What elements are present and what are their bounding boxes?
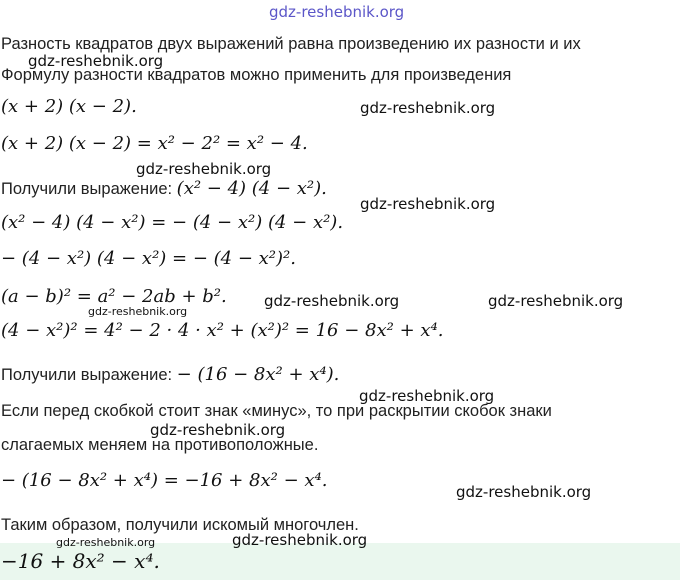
- watermark: gdz-reshebnik.org: [136, 160, 272, 178]
- math-line-2: (x + 2) (x − 2) = x² − 2² = x² − 4.: [1, 133, 308, 154]
- math-line-1: (x + 2) (x − 2).: [1, 96, 137, 117]
- watermark: gdz-reshebnik.org: [88, 305, 188, 318]
- result-math-2: − (16 − 8x² + x⁴).: [176, 364, 340, 385]
- watermark: gdz-reshebnik.org: [264, 292, 400, 310]
- result-label-2: Получили выражение:: [1, 366, 177, 384]
- watermark: gdz-reshebnik.org: [56, 536, 156, 549]
- solution-text-line-3: Если перед скобкой стоит знак «минус», то при раскрытии скобок знаки: [1, 402, 552, 420]
- header-site-link[interactable]: gdz-reshebnik.org: [269, 3, 405, 21]
- result-line-2: [1, 364, 339, 385]
- result-math-1: (x² − 4) (4 − x²).: [176, 178, 327, 199]
- result-label-1: Получили выражение:: [1, 180, 177, 198]
- watermark: gdz-reshebnik.org: [488, 292, 624, 310]
- math-line-6: (4 − x²)² = 4² − 2 · 4 · x² + (x²)² = 16 − 8x² + x⁴.: [1, 320, 444, 341]
- watermark: gdz-reshebnik.org: [28, 52, 164, 70]
- solution-text-line-1: Разность квадратов двух выражений равна произведению их разности и их: [1, 35, 581, 53]
- watermark: gdz-reshebnik.org: [150, 421, 286, 439]
- math-line-3: (x² − 4) (4 − x²) = − (4 − x²) (4 − x²).: [1, 212, 344, 233]
- solution-text-line-2: Формулу разности квадратов можно применить для произведения: [1, 66, 512, 84]
- watermark: gdz-reshebnik.org: [360, 99, 496, 117]
- math-line-5: (a − b)² = a² − 2ab + b².: [1, 286, 227, 307]
- watermark: gdz-reshebnik.org: [360, 195, 496, 213]
- result-line-1: [1, 178, 327, 199]
- math-line-7: − (16 − 8x² + x⁴) = −16 + 8x² − x⁴.: [1, 470, 328, 491]
- watermark: gdz-reshebnik.org: [232, 531, 368, 549]
- math-line-4: − (4 − x²) (4 − x²) = − (4 − x²)².: [1, 248, 296, 269]
- watermark: gdz-reshebnik.org: [359, 387, 495, 405]
- solution-text-line-4: слагаемых меняем на противоположные.: [1, 436, 319, 454]
- watermark: gdz-reshebnik.org: [456, 483, 592, 501]
- solution-text-line-5: Таким образом, получили искомый многочлен.: [1, 516, 359, 534]
- final-answer: −16 + 8x² − x⁴.: [1, 549, 160, 573]
